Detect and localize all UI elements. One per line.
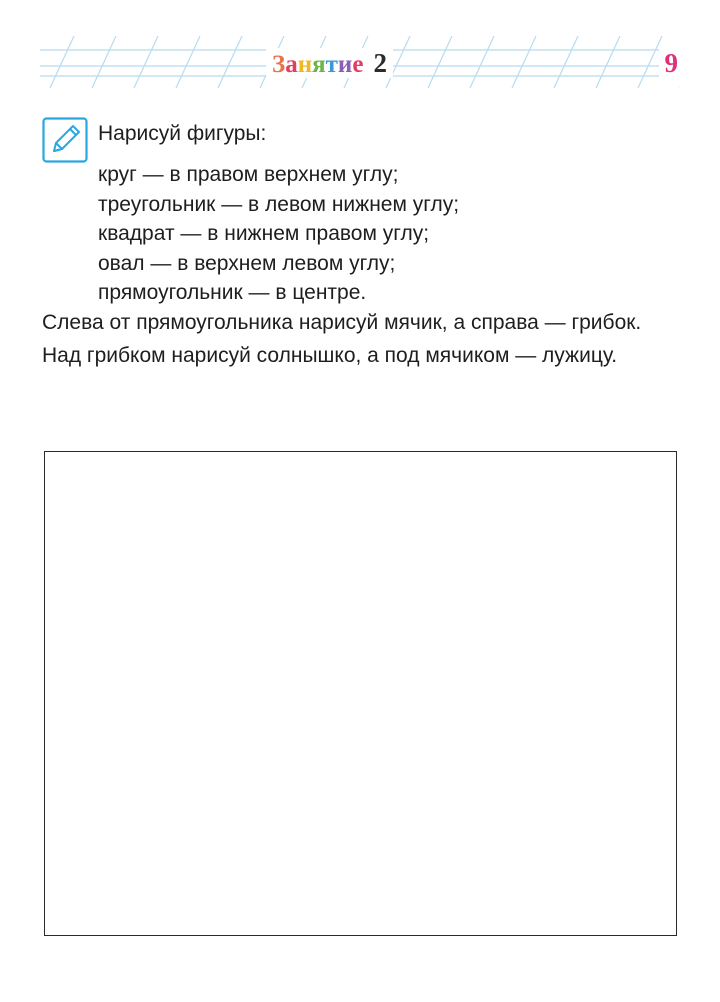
lesson-word-letter: а (285, 51, 298, 78)
task-list (42, 160, 678, 308)
lesson-word-letter: З (272, 51, 286, 78)
list-item: треугольник — в левом нижнем углу; (98, 192, 460, 216)
task-block (42, 116, 678, 371)
list-item: прямоугольник — в центре. (98, 281, 367, 304)
lesson-title (266, 48, 393, 78)
lesson-number: 2 (373, 48, 387, 78)
lesson-word-letter: е (352, 51, 364, 78)
instruction-paragraph: Слева от прямоугольника нарисуй мячик, а справа — грибок. (42, 310, 642, 334)
drawing-area[interactable] (44, 451, 677, 936)
lesson-word-letter: и (337, 51, 353, 78)
task-heading: Нарисуй фигуры: (98, 122, 267, 145)
page-header (40, 36, 680, 88)
page-number: 9 (659, 48, 681, 78)
lesson-word-letter: н (297, 51, 313, 78)
lesson-word (272, 51, 363, 78)
lesson-word-letter: т (325, 51, 338, 78)
list-item: круг — в правом верхнем углу; (98, 163, 399, 186)
lesson-word-letter: я (312, 51, 326, 78)
list-item: овал — в верхнем левом углу; (98, 251, 396, 275)
list-item: квадрат — в нижнем правом углу; (98, 222, 430, 245)
instruction-paragraph: Над грибком нарисуй солнышко, а под мячиком — лужицу. (42, 344, 618, 367)
